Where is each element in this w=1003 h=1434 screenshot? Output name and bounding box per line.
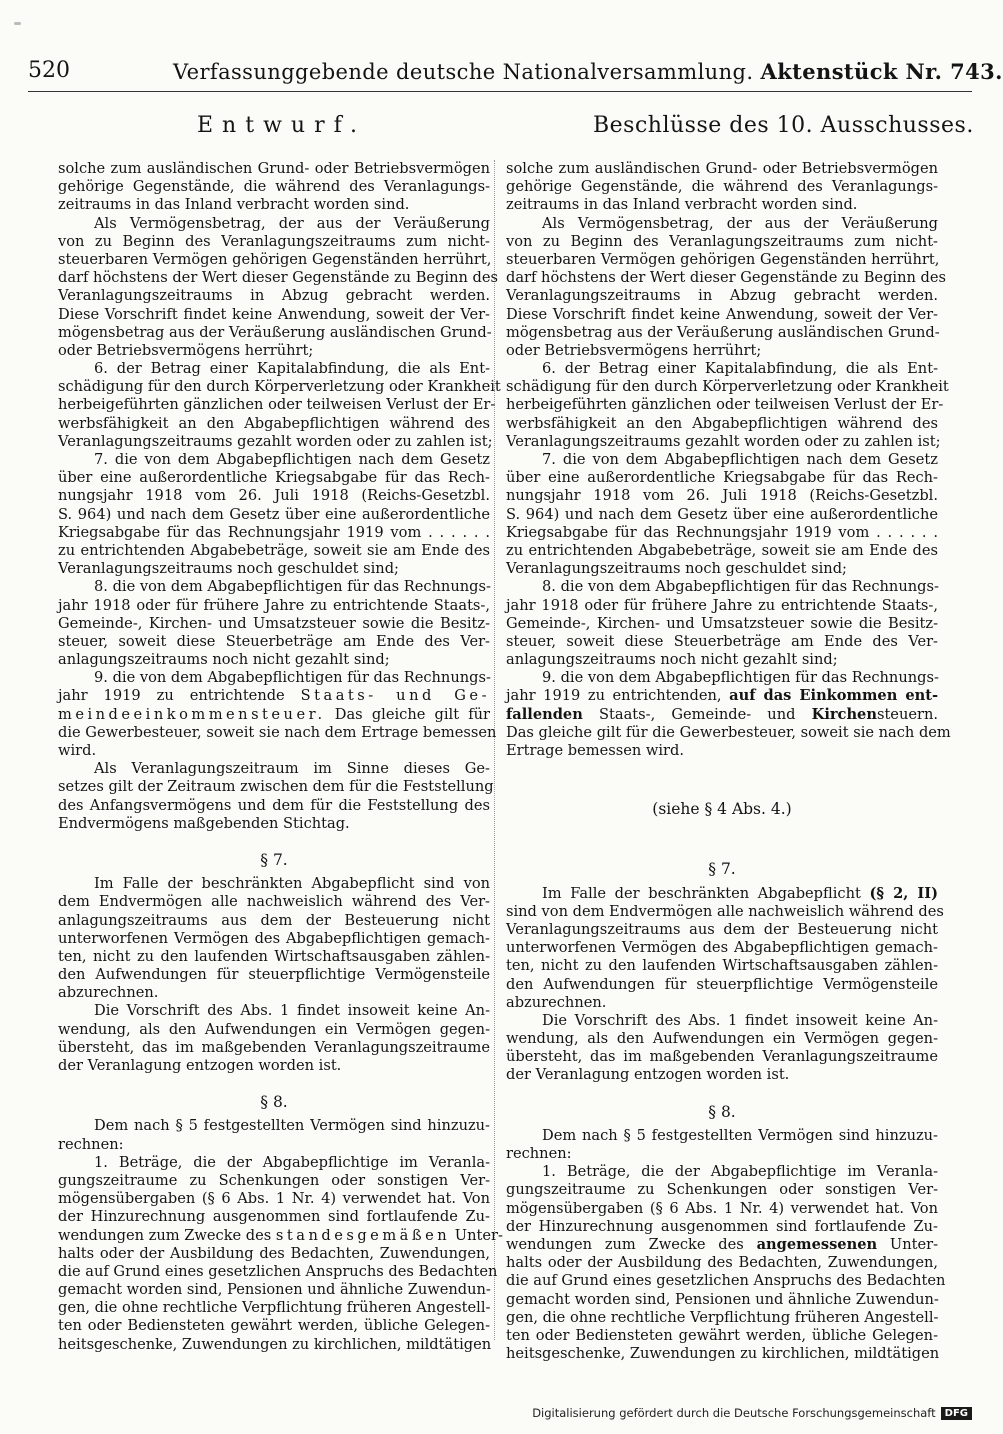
left-item-6 xyxy=(58,360,501,451)
text-line: der Hinzurechnung ausgenommen sind fortlaufende Zu- xyxy=(506,1217,938,1235)
text-line: solche zum ausländischen Grund- oder Betriebsvermögen xyxy=(506,160,938,177)
text-line: der Veranlagung entzogen worden ist. xyxy=(506,1066,790,1084)
text-line: dem Endvermögen alle nachweislich während des Ver- xyxy=(58,893,490,911)
text-line: heitsgeschenke, Zuwendungen zu kirchlichen, mildtätigen xyxy=(58,1335,492,1353)
text-line: anlagungszeitraums noch nicht gezahlt sind; xyxy=(58,651,390,669)
text-segment: wendungen zum Zwecke des xyxy=(58,1226,272,1244)
text-line: Die Vorschrift des Abs. 1 findet insoweit keine An- xyxy=(542,1011,938,1029)
text-segment: Das gleiche gilt für xyxy=(334,705,490,723)
right-column xyxy=(506,160,951,1363)
amended-text: fallenden xyxy=(506,705,583,723)
text-line: 1. Beträge, die der Abgabepflichtige im Veranla- xyxy=(542,1163,938,1181)
text-line: abzurechnen. xyxy=(58,984,159,1002)
text-line: 6. der Betrag einer Kapitalabfindung, die als Ent- xyxy=(94,360,490,378)
text-line: nungsjahr 1918 vom 26. Juli 1918 (Reichs-Gesetzbl. xyxy=(58,487,490,505)
text-line: ten, nicht zu den laufenden Wirtschaftsausgaben zählen- xyxy=(506,957,938,975)
text-line: die Gewerbesteuer, soweit sie nach dem Ertrage bemessen xyxy=(58,723,497,741)
spacer xyxy=(58,833,490,851)
spacer xyxy=(506,760,938,800)
text-line: übersteht, das im maßgebenden Veranlagungszeitraume xyxy=(58,1038,490,1056)
text-line: Dem nach § 5 festgestellten Vermögen sind hinzuzu- xyxy=(542,1126,938,1144)
text-line: gen, die ohne rechtliche Verpflichtung früheren Angestell- xyxy=(58,1299,491,1317)
text-line: unterworfenen Vermögen des Abgabepflichtigen gemach- xyxy=(506,939,938,957)
text-segment: Staats-, Gemeinde- und xyxy=(599,705,796,723)
spaced-text: standesgemäßen xyxy=(275,1226,451,1244)
text-line: 6. der Betrag einer Kapitalabfindung, die als Ent- xyxy=(542,360,938,378)
text-line xyxy=(506,687,938,705)
left-item-9 xyxy=(58,669,497,760)
amended-text: angemessenen xyxy=(756,1235,878,1253)
right-sec8-item-1 xyxy=(506,1163,946,1363)
text-line: herbeigeführten gänzlichen oder teilweisen Verlust der Er- xyxy=(506,396,944,414)
running-head-ref: Aktenstück Nr. 743. xyxy=(760,59,1003,84)
text-line: werbsfähigkeit an den Abgabepflichtigen während des xyxy=(58,414,490,432)
amended-text: auf das Einkommen ent- xyxy=(729,687,939,705)
text-line: die auf Grund eines gesetzlichen Anspruchs des Bedachten xyxy=(58,1262,498,1280)
text-line: steuerbaren Vermögen gehörigen Gegenständen herrührt, xyxy=(58,250,492,268)
running-head-main: Verfassunggebende deutsche Nationalversammlung. xyxy=(173,60,754,84)
left-sec8-item-1 xyxy=(58,1153,503,1354)
text-segment: Unter- xyxy=(889,1235,939,1253)
text-line: gemacht worden sind, Pensionen und ähnliche Zuwendun- xyxy=(506,1290,939,1308)
text-line: Dem nach § 5 festgestellten Vermögen sind hinzuzu- xyxy=(94,1117,490,1135)
text-line: gungszeitraume zu Schenkungen oder sonstigen Ver- xyxy=(506,1181,938,1199)
text-line: Gemeinde-, Kirchen- und Umsatzsteuer sowie die Besitz- xyxy=(506,614,938,632)
text-line: anlagungszeitraums noch nicht gezahlt sind; xyxy=(506,651,838,669)
section-heading-7: § 7. xyxy=(260,850,288,869)
spacer xyxy=(506,1085,938,1103)
page-header xyxy=(28,58,1003,92)
text-line xyxy=(506,1236,938,1254)
text-line: Als Vermögensbetrag, der aus der Veräußerung xyxy=(542,214,938,232)
text-line: Diese Vorschrift findet keine Anwendung, soweit der Ver- xyxy=(506,305,938,323)
text-segment: jahr 1919 zu entrichtende xyxy=(58,687,285,705)
text-line: unterworfenen Vermögen des Abgabepflichtigen gemach- xyxy=(58,929,490,947)
text-line: ten, nicht zu den laufenden Wirtschaftsausgaben zählen- xyxy=(58,947,490,965)
dfg-logo: DFG xyxy=(941,1407,972,1420)
section-heading-8: § 8. xyxy=(260,1093,288,1112)
text-line: darf höchstens der Wert dieser Gegenstände zu Beginn des xyxy=(58,269,498,287)
text-segment: wendungen zum Zwecke des xyxy=(506,1235,744,1253)
text-line: steuer, soweit diese Steuerbeträge am Ende des Ver- xyxy=(58,632,490,650)
text-line: zeitraums in das Inland verbracht worden sind. xyxy=(58,196,410,214)
cross-reference-note: (siehe § 4 Abs. 4.) xyxy=(652,800,792,819)
text-line: zu entrichtenden Abgabebeträge, soweit sie am Ende des xyxy=(506,541,938,559)
text-line: sind von dem Endvermögen alle nachweislich während des xyxy=(506,902,944,920)
text-line xyxy=(506,706,938,724)
text-line: Die Vorschrift des Abs. 1 findet insoweit keine An- xyxy=(94,1002,490,1020)
text-line xyxy=(58,1226,503,1245)
text-line: 8. die von dem Abgabepflichtigen für das Rechnungs- xyxy=(94,578,491,596)
text-line: gungszeitraume zu Schenkungen oder sonstigen Ver- xyxy=(58,1171,490,1189)
text-line: der Veranlagung entzogen worden ist. xyxy=(58,1057,342,1074)
left-sec7-paragraph-1 xyxy=(58,875,490,1002)
amended-text: Kirchen xyxy=(811,705,877,723)
text-line: zeitraums in das Inland verbracht worden sind. xyxy=(506,196,858,214)
header-rule xyxy=(28,91,972,92)
text-line: Endvermögens maßgebenden Stichtag. xyxy=(58,814,350,832)
text-line: gehörige Gegenstände, die während des Veranlagungs- xyxy=(506,178,938,196)
text-line xyxy=(58,687,490,705)
right-paragraph-1 xyxy=(506,160,938,215)
text-line: schädigung für den durch Körperverletzung oder Krankheit xyxy=(58,378,501,396)
left-item-7 xyxy=(58,451,490,578)
right-sec7-paragraph-1 xyxy=(506,884,944,1012)
text-line: halts oder der Ausbildung des Bedachten, Zuwendungen, xyxy=(506,1254,938,1272)
text-line: darf höchstens der Wert dieser Gegenstände zu Beginn des xyxy=(506,269,946,287)
text-line: 1. Beträge, die der Abgabepflichtige im Veranla- xyxy=(94,1153,490,1171)
text-line: Das gleiche gilt für die Gewerbesteuer, soweit sie nach dem xyxy=(506,723,951,741)
left-sec7-paragraph-2 xyxy=(58,1002,490,1075)
text-segment: steuern. xyxy=(876,705,938,723)
text-line: Kriegsabgabe für das Rechnungsjahr 1919 vom . . . . . . xyxy=(58,523,490,541)
text-line: herbeigeführten gänzlichen oder teilweisen Verlust der Er- xyxy=(58,396,496,414)
text-line: werbsfähigkeit an den Abgabepflichtigen während des xyxy=(506,414,938,432)
text-line: rechnen: xyxy=(58,1135,124,1153)
text-line: schädigung für den durch Körperverletzung oder Krankheit xyxy=(506,378,949,396)
spacer xyxy=(506,818,938,860)
text-line: anlagungszeitraums aus dem der Besteuerung nicht xyxy=(58,911,490,929)
text-line: wendung, als den Aufwendungen ein Vermögen gegen- xyxy=(58,1020,490,1038)
text-line: solche zum ausländischen Grund- oder Betriebsvermögen xyxy=(58,160,490,177)
text-line: den Aufwendungen für steuerpflichtige Vermögensteile xyxy=(58,966,490,984)
left-paragraph-1 xyxy=(58,160,490,215)
text-line: Ertrage bemessen wird. xyxy=(506,742,685,759)
amended-text: (§ 2, II) xyxy=(869,884,938,902)
text-line: Veranlagungszeitraums gezahlt worden oder zu zahlen ist; xyxy=(58,432,493,450)
text-line: setzes gilt der Zeitraum zwischen dem für die Feststellung xyxy=(58,778,494,796)
text-line: nungsjahr 1918 vom 26. Juli 1918 (Reichs-Gesetzbl. xyxy=(506,487,938,505)
text-segment: jahr 1919 zu entrichtenden, xyxy=(506,687,722,705)
text-line: der Hinzurechnung ausgenommen sind fortlaufende Zu- xyxy=(58,1208,490,1226)
section-heading-8: § 8. xyxy=(708,1102,736,1121)
text-line: von zu Beginn des Veranlagungszeitraums zum nicht- xyxy=(58,232,490,250)
text-line: Diese Vorschrift findet keine Anwendung, soweit der Ver- xyxy=(58,305,490,323)
left-paragraph-2 xyxy=(58,214,498,361)
text-line: ten oder Bediensteten gewährt werden, übliche Gelegen- xyxy=(58,1317,490,1335)
text-line: 9. die von dem Abgabepflichtigen für das Rechnungs- xyxy=(94,669,491,687)
text-line: Veranlagungszeitraums noch geschuldet sind; xyxy=(506,560,847,578)
text-line: ten oder Bediensteten gewährt werden, übliche Gelegen- xyxy=(506,1326,938,1344)
text-line: 7. die von dem Abgabepflichtigen nach dem Gesetz xyxy=(94,451,490,468)
text-segment: Unter- xyxy=(454,1226,503,1244)
page-number: 520 xyxy=(28,58,70,83)
spaced-text: Staats- und Ge- xyxy=(300,687,490,705)
text-line: Veranlagungszeitraums noch geschuldet sind; xyxy=(58,560,399,578)
column-divider xyxy=(494,160,495,1340)
text-line: zu entrichtenden Abgabebeträge, soweit sie am Ende des xyxy=(58,541,490,559)
text-line: gemacht worden sind, Pensionen und ähnliche Zuwendun- xyxy=(58,1281,491,1299)
text-line: Als Vermögensbetrag, der aus der Veräußerung xyxy=(94,214,490,232)
right-item-9 xyxy=(506,669,951,760)
text-line: 9. die von dem Abgabepflichtigen für das Rechnungs- xyxy=(542,669,939,687)
text-line: mögensbetrag aus der Veräußerung ausländischen Grund- xyxy=(58,323,492,341)
right-item-6 xyxy=(506,360,949,451)
text-line: jahr 1918 oder für frühere Jahre zu entrichtende Staats-, xyxy=(58,596,490,614)
spaced-text: meindeeinkommensteuer. xyxy=(58,705,326,723)
text-line: oder Betriebsvermögens herrührt; xyxy=(506,341,762,359)
right-paragraph-2 xyxy=(506,214,946,361)
text-segment: Im Falle der beschränkten Abgabepflicht xyxy=(542,884,861,902)
text-line: gen, die ohne rechtliche Verpflichtung früheren Angestell- xyxy=(506,1308,939,1326)
text-line: Veranlagungszeitraums gezahlt worden oder zu zahlen ist; xyxy=(506,432,941,450)
left-sec8-paragraph-1 xyxy=(58,1117,490,1153)
text-line xyxy=(58,706,490,724)
text-line: mögensübergaben (§ 6 Abs. 1 Nr. 4) verwendet hat. Von xyxy=(58,1190,490,1208)
text-line: wird. xyxy=(58,742,97,759)
right-column-title: Beschlüsse des 10. Ausschusses. xyxy=(593,113,974,138)
text-line: steuer, soweit diese Steuerbeträge am Ende des Ver- xyxy=(506,632,938,650)
right-item-7 xyxy=(506,451,938,578)
text-line: von zu Beginn des Veranlagungszeitraums zum nicht- xyxy=(506,232,938,250)
text-line: heitsgeschenke, Zuwendungen zu kirchlichen, mildtätigen xyxy=(506,1345,940,1363)
text-line: jahr 1918 oder für frühere Jahre zu entrichtende Staats-, xyxy=(506,596,938,614)
digitization-credit xyxy=(532,1406,972,1420)
text-line: Kriegsabgabe für das Rechnungsjahr 1919 vom . . . . . . xyxy=(506,523,938,541)
text-line: mögensübergaben (§ 6 Abs. 1 Nr. 4) verwendet hat. Von xyxy=(506,1199,938,1217)
section-heading-7: § 7. xyxy=(708,860,736,879)
scan-speck xyxy=(14,22,21,25)
text-line: über eine außerordentliche Kriegsabgabe für das Rech- xyxy=(58,469,490,487)
text-line: über eine außerordentliche Kriegsabgabe für das Rech- xyxy=(506,469,938,487)
text-line: oder Betriebsvermögens herrührt; xyxy=(58,341,314,359)
text-line: die auf Grund eines gesetzlichen Anspruchs des Bedachten xyxy=(506,1272,946,1290)
spacer xyxy=(58,1075,490,1093)
text-line: halts oder der Ausbildung des Bedachten, Zuwendungen, xyxy=(58,1244,490,1262)
text-line: 8. die von dem Abgabepflichtigen für das Rechnungs- xyxy=(542,578,939,596)
text-line: wendung, als den Aufwendungen ein Vermögen gegen- xyxy=(506,1030,938,1048)
text-line: den Aufwendungen für steuerpflichtige Vermögensteile xyxy=(506,975,938,993)
text-line: mögensbetrag aus der Veräußerung ausländischen Grund- xyxy=(506,323,940,341)
left-column xyxy=(58,160,503,1354)
left-column-title: Entwurf. xyxy=(197,113,366,138)
left-paragraph-definition xyxy=(58,760,494,833)
right-sec8-paragraph-1 xyxy=(506,1127,938,1163)
running-head xyxy=(173,59,1003,84)
right-sec7-paragraph-2 xyxy=(506,1012,938,1085)
text-line: rechnen: xyxy=(506,1145,572,1162)
right-item-8 xyxy=(506,578,938,669)
text-line: Veranlagungszeitraums in Abzug gebracht werden. xyxy=(58,287,490,305)
text-line: S. 964) und nach dem Gesetz über eine außerordentliche xyxy=(58,505,490,523)
text-line: Veranlagungszeitraums in Abzug gebracht werden. xyxy=(506,287,938,305)
text-line: steuerbaren Vermögen gehörigen Gegenständen herrührt, xyxy=(506,250,940,268)
text-line: Gemeinde-, Kirchen- und Umsatzsteuer sowie die Besitz- xyxy=(58,614,490,632)
text-line xyxy=(506,885,938,903)
text-line: Als Veranlagungszeitraum im Sinne dieses Ge- xyxy=(94,760,490,778)
text-line: Veranlagungszeitraums aus dem der Besteuerung nicht xyxy=(506,920,938,938)
text-line: 7. die von dem Abgabepflichtigen nach dem Gesetz xyxy=(542,451,938,468)
left-item-8 xyxy=(58,578,490,669)
text-line: übersteht, das im maßgebenden Veranlagungszeitraume xyxy=(506,1048,938,1066)
text-line: Im Falle der beschränkten Abgabepflicht sind von xyxy=(94,875,490,893)
text-line: des Anfangsvermögens und dem für die Feststellung des xyxy=(58,796,490,814)
credit-text: Digitalisierung gefördert durch die Deutsche Forschungsgemeinschaft xyxy=(532,1406,936,1420)
text-line: gehörige Gegenstände, die während des Veranlagungs- xyxy=(58,178,490,196)
text-line: abzurechnen. xyxy=(506,993,607,1011)
text-line: S. 964) und nach dem Gesetz über eine außerordentliche xyxy=(506,505,938,523)
